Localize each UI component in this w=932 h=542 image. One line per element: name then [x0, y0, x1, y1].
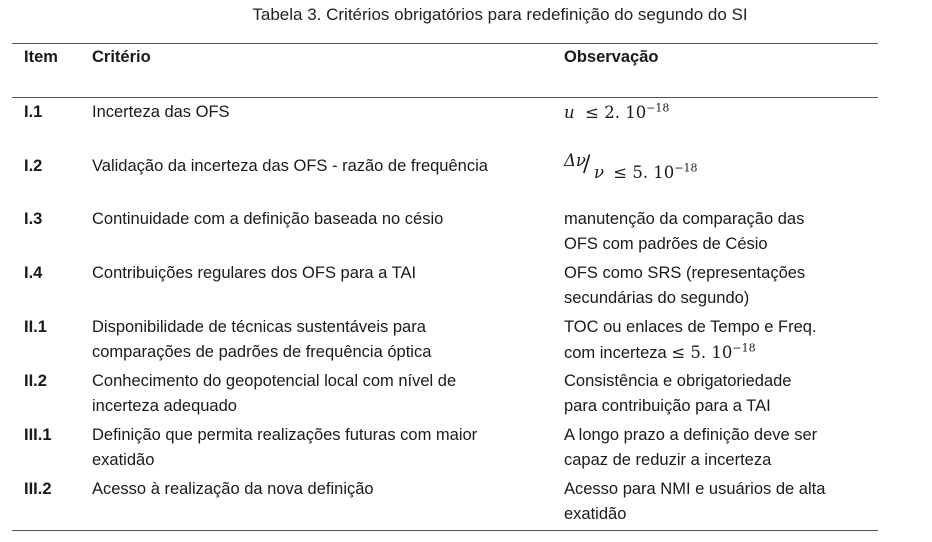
formula-rel: ≤ 5. 10	[613, 163, 675, 182]
observacao-line: OFS com padrões de Césio	[564, 235, 768, 253]
row-observacao	[564, 261, 874, 311]
criterio-line: Definição que permita realizações futuras com maior	[92, 426, 478, 444]
criterio-line: Disponibilidade de técnicas sustentáveis para	[92, 318, 426, 336]
formula-exp: −18	[674, 161, 698, 175]
row-observacao	[564, 423, 874, 473]
row-criterio	[92, 315, 562, 365]
criterio-line: incerteza adequado	[92, 397, 237, 415]
fraction-slash: /	[583, 152, 591, 177]
row-observacao-formula	[671, 343, 755, 362]
table-row	[12, 314, 878, 368]
row-criterio	[92, 423, 562, 473]
formula-rel: ≤ 2. 10	[585, 103, 647, 122]
header-item: Item	[24, 48, 58, 66]
row-observacao	[564, 369, 874, 419]
table-caption: Tabela 3. Critérios obrigatórios para redefinição do segundo do SI	[252, 5, 748, 24]
criterio-line: comparações de padrões de frequência óptica	[92, 343, 432, 361]
observacao-line: manutenção da comparação das	[564, 210, 805, 228]
row-item: I.4	[24, 264, 43, 282]
row-observacao-formula	[564, 151, 874, 185]
row-criterio: Continuidade com a definição baseada no césio	[92, 210, 444, 228]
row-item: II.2	[24, 372, 47, 390]
row-criterio	[92, 369, 562, 419]
row-criterio: Contribuições regulares dos OFS para a TAI	[92, 264, 417, 282]
formula-exp: −18	[646, 101, 670, 115]
table-row	[12, 152, 878, 206]
row-item: I.1	[24, 103, 43, 121]
table-row	[12, 260, 878, 314]
row-observacao	[564, 207, 874, 257]
row-observacao	[564, 477, 874, 527]
observacao-line: OFS como SRS (representações	[564, 264, 806, 282]
formula-rel: ≤ 5. 10	[671, 343, 733, 362]
observacao-line: Consistência e obrigatoriedade	[564, 372, 792, 390]
observacao-line: para contribuição para a TAI	[564, 397, 771, 415]
header-observacao: Observação	[564, 48, 659, 66]
row-observacao	[564, 315, 874, 366]
formula-var: u	[564, 103, 575, 122]
row-item: I.3	[24, 210, 43, 228]
row-item: III.1	[24, 426, 52, 444]
table-header	[12, 44, 878, 97]
bottom-rule	[12, 530, 878, 531]
fraction-denominator: ν	[594, 163, 605, 182]
row-item: I.2	[24, 157, 43, 175]
observacao-line: capaz de reduzir a incerteza	[564, 451, 772, 469]
table-row	[12, 98, 878, 152]
observacao-line: exatidão	[564, 505, 627, 523]
table-row	[12, 368, 878, 422]
header-criterio: Critério	[92, 48, 151, 66]
criteria-table	[12, 43, 878, 531]
row-item: III.2	[24, 480, 52, 498]
row-item: II.1	[24, 318, 47, 336]
observacao-line: com incerteza	[564, 344, 667, 362]
criterio-line: Conhecimento do geopotencial local com nível de	[92, 372, 457, 390]
observacao-line: secundárias do segundo)	[564, 289, 750, 307]
formula-fraction	[564, 151, 608, 182]
observacao-line: A longo prazo a definição deve ser	[564, 426, 818, 444]
table-row	[12, 476, 878, 530]
table-row	[12, 206, 878, 260]
row-criterio: Incerteza das OFS	[92, 103, 230, 121]
row-observacao-formula	[564, 100, 874, 125]
criterio-line: exatidão	[92, 451, 155, 469]
formula-exp: −18	[732, 341, 756, 355]
observacao-line: Acesso para NMI e usuários de alta	[564, 480, 826, 498]
row-criterio: Acesso à realização da nova definição	[92, 480, 374, 498]
row-criterio: Validação da incerteza das OFS - razão de frequência	[92, 157, 488, 175]
fraction-numerator: Δν	[564, 151, 586, 170]
table-row	[12, 422, 878, 476]
observacao-line: TOC ou enlaces de Tempo e Freq.	[564, 318, 817, 336]
